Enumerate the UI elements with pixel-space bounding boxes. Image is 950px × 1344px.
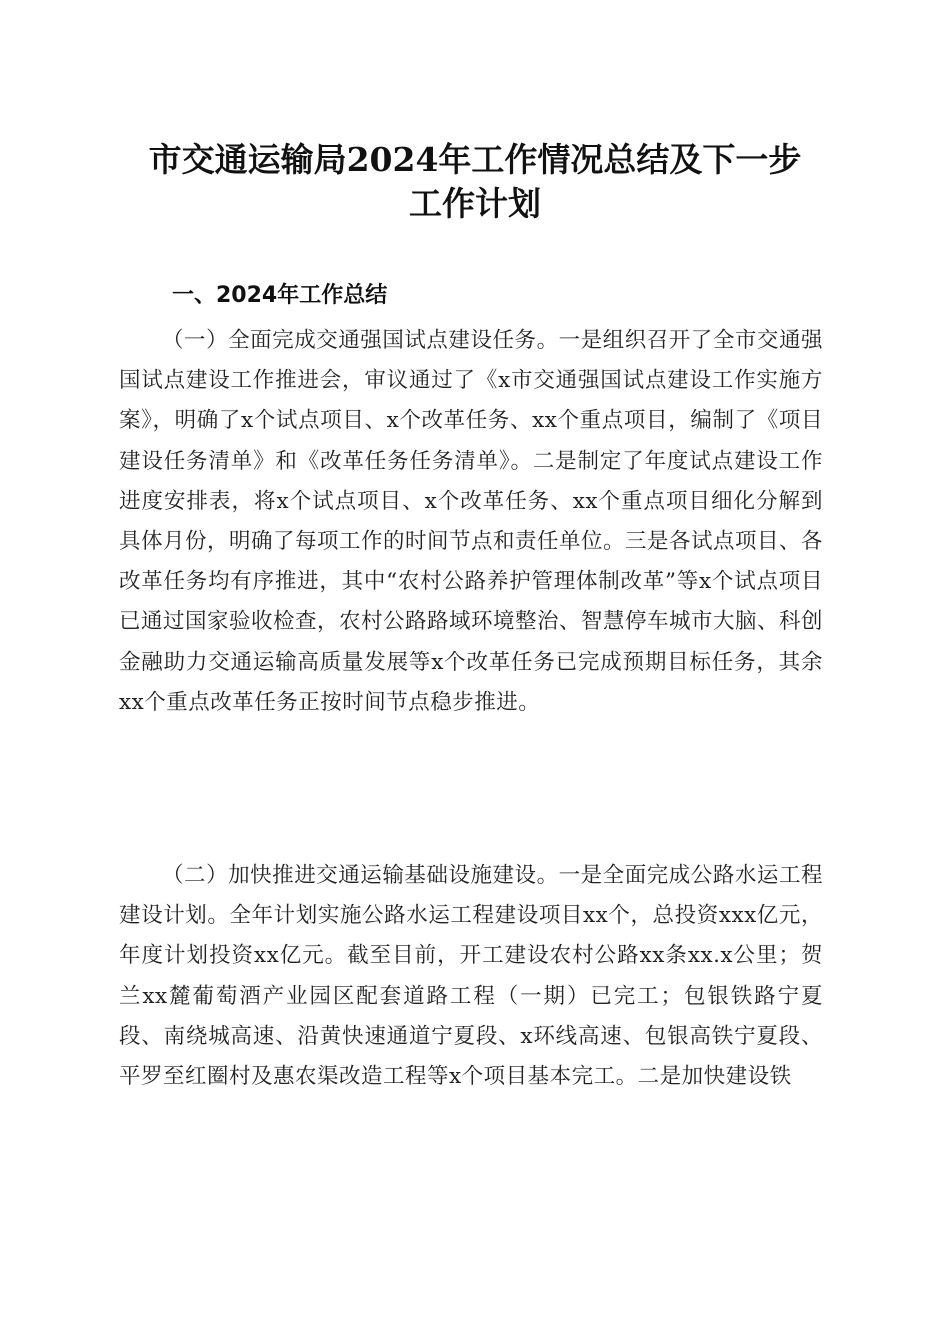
paragraph-1-body: 一是组织召开了全市交通强国试点建设工作推进会，审议通过了《x市交通强国试点建设工作实施方案》，明确了x个试点项目、x个改革任务、xx个重点项目，编制了《项目建设任务清单》和《改革任务任务清单》。二是制定了年度试点建设工作进度安排表，将x个试点项目、x个改革任务、xx个重点项目细化分解到具体月份，明确了每项工作的时间节点和责任单位。三是各试点项目、各改革任务均有序推进，其中“农村公路养护管理体制改革”等x个试点项目已通过国家验收检查，农村公路路域环境整治、智慧停车城市大脑、科创金融助力交通运输高质量发展等x个改革任务已完成预期目标任务，其余xx个重点改革任务正按时间节点稳步推进。: [119, 328, 824, 715]
paragraph-1: [119, 321, 823, 723]
paragraph-2-lead: （二）加快推进交通运输基础设施建设。: [162, 863, 559, 888]
paragraph-1-lead: （一）全面完成交通强国试点建设任务。: [162, 328, 559, 353]
document-title-line-1: 市交通运输局2024年工作情况总结及下一步: [148, 140, 802, 179]
section-heading: 一、2024年工作总结: [172, 283, 388, 308]
document-title-line-2: 工作计划: [409, 184, 541, 223]
paragraph-2: [119, 856, 823, 1097]
paragraph-2-body: 一是全面完成公路水运工程建设计划。全年计划实施公路水运工程建设项目xx个，总投资xxx亿元，年度计划投资xx亿元。截至目前，开工建设农村公路xx条xx.x公里；贺兰xx麓葡萄酒产业园区配套道路工程（一期）已完工；包银铁路宁夏段、南绕城高速、沿黄快速通道宁夏段、x环线高速、包银高铁宁夏段、平罗至红圈村及惠农渠改造工程等x个项目基本完工。二是加快建设铁: [119, 863, 823, 1090]
